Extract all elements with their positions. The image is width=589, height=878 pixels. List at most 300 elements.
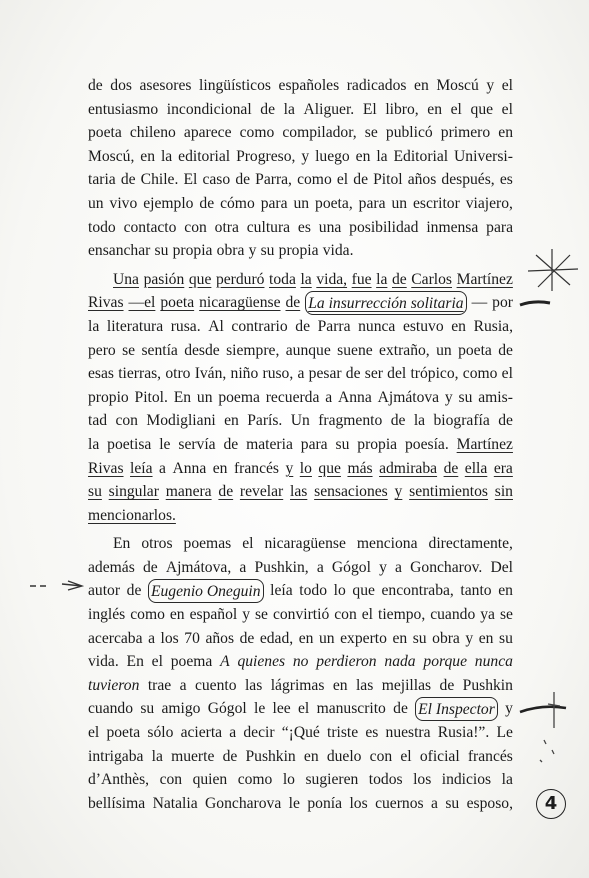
word: radicados: [346, 77, 407, 94]
word: duelo: [326, 747, 362, 765]
word: Chile.: [140, 171, 179, 189]
word: singular: [108, 483, 159, 501]
word: Al: [208, 317, 224, 335]
word: de: [439, 676, 455, 694]
word: primero: [440, 124, 491, 142]
word: el: [88, 724, 100, 742]
word: tad: [88, 412, 108, 430]
text-line: [88, 339, 513, 363]
word: obra: [432, 629, 460, 647]
word: su: [335, 435, 350, 453]
word: a: [297, 365, 305, 383]
word: como: [462, 365, 498, 383]
word: en: [212, 459, 228, 477]
word: el: [501, 100, 513, 118]
word: su: [458, 388, 473, 406]
margin-scribbles: [524, 690, 574, 770]
word: vida.: [88, 653, 119, 671]
text-line: [88, 457, 513, 481]
word: cultura: [246, 218, 291, 236]
word: el: [501, 77, 513, 94]
word: estuvo: [402, 317, 444, 335]
word: tierras,: [118, 365, 162, 383]
word: en: [298, 629, 314, 647]
word: de: [391, 270, 407, 288]
word: Pitol: [373, 171, 403, 189]
word: con: [334, 606, 357, 624]
word: aparece: [183, 124, 232, 142]
word: fue: [351, 270, 372, 288]
text-line: [88, 362, 513, 386]
word: poeta: [458, 341, 492, 359]
word: tiempo,: [378, 606, 426, 624]
word: lágrimas: [270, 676, 325, 694]
word: su: [140, 700, 155, 718]
word: de: [345, 365, 361, 383]
word: ejemplo: [143, 194, 194, 212]
word: muerte: [171, 747, 215, 765]
text-line: [88, 745, 513, 769]
word: editorial: [178, 147, 231, 165]
word: Rusia,: [473, 317, 513, 335]
word: Le: [496, 724, 513, 742]
word: todo: [299, 582, 328, 600]
word: escritor: [413, 194, 460, 212]
text-line: [88, 433, 513, 457]
word: poeta: [106, 724, 141, 742]
word: nada: [384, 653, 416, 671]
word: Gógol: [207, 700, 247, 718]
word: Moscú: [436, 77, 479, 94]
word: de: [223, 435, 239, 453]
text-line: [88, 627, 513, 651]
word: que: [352, 582, 375, 600]
word: le: [159, 435, 171, 453]
word: de: [498, 412, 513, 430]
word: esas: [88, 365, 114, 383]
word: de: [142, 558, 158, 576]
word: después,: [441, 171, 495, 189]
word: de: [239, 629, 255, 647]
word: convirtió: [272, 606, 330, 624]
word: Aliguer.: [303, 100, 355, 118]
word: Rivas: [88, 294, 124, 312]
word: español: [189, 606, 238, 624]
word: vida.: [322, 242, 354, 260]
word: nicaragüense: [199, 294, 281, 312]
word: quien: [192, 771, 228, 789]
word: la: [376, 270, 388, 288]
text-line: [88, 504, 513, 528]
word: sentía: [141, 341, 178, 359]
word: directamente,: [428, 535, 513, 553]
word: y: [444, 388, 453, 406]
word: francés: [233, 459, 279, 477]
word: esposo,: [466, 794, 513, 812]
word: años: [407, 171, 437, 189]
word: porque: [423, 653, 467, 671]
word: El: [362, 100, 377, 118]
text-line: [88, 792, 513, 816]
word: de: [285, 294, 301, 312]
word: de: [353, 171, 368, 189]
word: Goncharova: [205, 794, 282, 812]
word: otro: [165, 365, 191, 383]
word: autor: [88, 582, 121, 600]
word: Anna: [172, 459, 207, 477]
word: de: [120, 171, 136, 189]
word: obra: [216, 242, 245, 260]
word: La insurrección solitaria: [305, 291, 466, 315]
word: los: [160, 629, 179, 647]
text-line: [88, 168, 513, 192]
word: Natalia: [152, 794, 198, 812]
word: París.: [247, 412, 283, 430]
word: y: [465, 629, 474, 647]
word: la: [376, 147, 388, 165]
word: de: [199, 194, 215, 212]
word: su: [445, 794, 460, 812]
text-line: [88, 145, 513, 169]
word: —: [471, 294, 488, 312]
word: nunca: [474, 653, 513, 671]
word: poetisa: [107, 435, 152, 453]
word: con: [369, 747, 393, 765]
word: chileno: [129, 124, 176, 142]
word: y: [242, 606, 250, 624]
word: encontraba,: [381, 582, 454, 600]
word: la: [160, 147, 173, 165]
word: tuvieron: [88, 676, 140, 694]
word: Martínez: [456, 435, 513, 453]
word: sentimientos: [409, 483, 488, 501]
text-line: [88, 268, 513, 292]
word: Iván,: [194, 365, 227, 383]
word: con: [115, 412, 138, 430]
word: ya: [480, 606, 495, 624]
word: su: [499, 629, 513, 647]
word: en: [140, 147, 156, 165]
text-line: [88, 409, 513, 433]
word: Ajmátova: [377, 388, 440, 406]
word: el: [151, 653, 163, 671]
text-line: [88, 315, 513, 339]
word: Gógol: [331, 558, 371, 576]
word: en: [332, 676, 348, 694]
word: literatura: [106, 317, 164, 335]
word: cuernos: [375, 794, 424, 812]
word: perduró: [215, 270, 265, 288]
word: lee: [272, 700, 291, 718]
word: Parra,: [255, 171, 292, 189]
word: y: [394, 483, 403, 501]
word: de: [498, 341, 513, 359]
word: con: [159, 771, 183, 789]
word: la: [501, 771, 513, 789]
word: la: [88, 435, 100, 453]
word: además: [88, 558, 135, 576]
word: biografía: [433, 412, 490, 430]
word: compilador,: [282, 124, 357, 142]
word: d’Anthès,: [88, 771, 150, 789]
word: el: [336, 171, 349, 189]
word: Progreso,: [236, 147, 296, 165]
word: mencionarlos.: [88, 506, 176, 524]
word: incondicional: [166, 100, 252, 118]
word: desde: [184, 341, 220, 359]
word: Pushkin: [245, 747, 296, 765]
word: de: [235, 171, 251, 189]
word: siempre,: [226, 341, 280, 359]
word: trae: [147, 676, 172, 694]
word: manera: [165, 483, 212, 501]
text-line: [88, 650, 513, 674]
word: como: [130, 606, 165, 624]
word: el: [400, 747, 412, 765]
word: fragmento: [318, 412, 383, 430]
word: los: [413, 771, 432, 789]
word: trópico,: [410, 365, 459, 383]
word: para: [358, 194, 386, 212]
word: indicios: [441, 771, 492, 789]
word: oficial: [419, 747, 460, 765]
word: a: [229, 724, 237, 742]
word: que: [470, 100, 494, 118]
word: francés: [467, 747, 513, 765]
word: suene: [337, 341, 373, 359]
word: un: [436, 341, 452, 359]
word: bellísima: [88, 794, 146, 812]
word: a: [325, 388, 333, 406]
word: más: [347, 459, 373, 477]
word: de: [295, 317, 311, 335]
word: y: [486, 77, 495, 94]
word: Carlos: [411, 270, 452, 288]
word: lingüísticos: [199, 77, 271, 94]
word: revelar: [239, 483, 284, 501]
word: para: [260, 194, 288, 212]
word: con: [184, 218, 207, 236]
word: contrario: [231, 317, 288, 335]
word: en: [498, 582, 513, 600]
word: en: [478, 629, 494, 647]
word: ella: [464, 459, 488, 477]
word: Editorial: [393, 147, 449, 165]
word: vida,: [316, 270, 348, 288]
word: ponía: [307, 794, 343, 812]
word: ser: [364, 365, 383, 383]
word: a: [148, 629, 155, 647]
word: se: [364, 124, 378, 142]
word: Universi-: [454, 147, 513, 165]
word: de: [222, 747, 238, 765]
word: Parra: [317, 317, 351, 335]
word: la: [151, 747, 163, 765]
word: aunque: [285, 341, 331, 359]
word: todos: [368, 771, 403, 789]
word: materia: [246, 435, 293, 453]
word: Del: [490, 558, 513, 576]
word: sólo: [147, 724, 174, 742]
word: las: [355, 676, 374, 694]
word: taria: [88, 171, 116, 189]
word: tanto: [460, 582, 492, 600]
word: sugieren: [305, 771, 359, 789]
word: su: [88, 483, 102, 501]
text-line: [88, 98, 513, 122]
word: intrigaba: [88, 747, 144, 765]
word: el: [450, 100, 462, 118]
word: Pushkin: [462, 676, 513, 694]
word: propio: [88, 388, 129, 406]
word: se: [499, 606, 513, 624]
word: amigo: [161, 700, 201, 718]
word: sin: [494, 483, 513, 501]
word: la: [283, 100, 295, 118]
word: Una: [113, 270, 139, 288]
star-annotation: [520, 245, 584, 295]
word: ruso,: [262, 365, 294, 383]
word: en: [303, 747, 319, 765]
word: la: [88, 317, 100, 335]
word: Pushkin,: [254, 558, 309, 576]
word: los: [349, 794, 368, 812]
word: a: [316, 558, 324, 576]
word: era: [493, 459, 513, 477]
word: en: [355, 147, 371, 165]
word: y: [285, 459, 294, 477]
word: lo: [282, 771, 295, 789]
word: cuando: [430, 606, 476, 624]
word: una: [318, 218, 342, 236]
word: poeta,: [315, 194, 353, 212]
word: se: [122, 341, 136, 359]
word: recuerda: [265, 388, 320, 406]
word: a: [179, 676, 187, 694]
word: manuscrito: [316, 700, 386, 718]
word: menciona: [356, 535, 418, 553]
word: de: [88, 77, 103, 94]
word: leía: [130, 459, 153, 477]
word: libro,: [385, 100, 419, 118]
word: cuento: [194, 676, 237, 694]
word: le: [254, 700, 266, 718]
word: cómo: [220, 194, 255, 212]
word: como: [239, 124, 275, 142]
word: Rusia!”.: [437, 724, 490, 742]
word: acercaba: [88, 629, 143, 647]
word: En: [173, 388, 192, 406]
word: otros: [141, 535, 173, 553]
word: propia: [278, 242, 319, 260]
word: niño: [230, 365, 259, 383]
word: como: [297, 171, 332, 189]
word: viajero,: [465, 194, 513, 212]
word: vivo: [109, 194, 138, 212]
word: nuestra: [385, 724, 431, 742]
word: de: [393, 700, 408, 718]
word: poeta: [160, 294, 195, 312]
word: por: [492, 294, 513, 312]
word: Rivas: [88, 459, 124, 477]
word: el: [298, 700, 310, 718]
text-line: [88, 768, 513, 792]
word: cuando: [88, 700, 134, 718]
word: poemas: [183, 535, 232, 553]
word: en: [224, 412, 239, 430]
word: lo: [299, 459, 312, 477]
word: la: [300, 270, 312, 288]
word: en: [498, 124, 513, 142]
word: asesores: [139, 77, 192, 94]
word: en: [392, 629, 408, 647]
text-line: [88, 556, 513, 580]
word: propia: [357, 435, 398, 453]
word: poeta: [88, 124, 122, 142]
word: el: [361, 606, 374, 624]
word: poema: [170, 653, 213, 671]
word: mejillas: [381, 676, 432, 694]
word: inglés: [88, 606, 126, 624]
word: Moscú,: [88, 147, 135, 165]
word: toda: [269, 270, 296, 288]
word: en: [414, 77, 429, 94]
word: un: [319, 629, 335, 647]
word: y: [505, 700, 513, 718]
word: un: [196, 388, 213, 406]
word: posibilidad: [349, 218, 419, 236]
word: le: [288, 794, 300, 812]
word: dos: [110, 77, 132, 94]
word: es: [365, 724, 379, 742]
text-line: [88, 386, 513, 410]
word: edad,: [259, 629, 294, 647]
word: es: [499, 171, 513, 189]
word: decir: [243, 724, 275, 742]
word: extraño,: [379, 341, 430, 359]
word: Ajmátova,: [165, 558, 232, 576]
word: de: [390, 412, 406, 430]
word: las: [244, 676, 263, 694]
word: contacto: [123, 218, 177, 236]
word: leía: [270, 582, 293, 600]
word: ensanchar: [88, 242, 151, 260]
text-line: [88, 216, 513, 240]
text-line: [88, 74, 513, 98]
word: amis-: [478, 388, 513, 406]
word: de: [443, 459, 459, 477]
word: a: [159, 459, 166, 477]
word: un: [293, 194, 310, 212]
word: a: [395, 558, 402, 576]
word: publicó: [385, 124, 433, 142]
word: el: [501, 365, 513, 383]
word: rusa.: [170, 317, 201, 335]
text-line: [88, 192, 513, 216]
word: en: [169, 606, 185, 624]
word: otra: [214, 218, 239, 236]
word: las: [290, 483, 308, 501]
word: inmensa: [426, 218, 479, 236]
word: Goncharov.: [410, 558, 483, 576]
word: acierta: [180, 724, 223, 742]
word: “¡Qué: [281, 724, 320, 742]
text-line: [88, 721, 513, 745]
word: experto: [340, 629, 387, 647]
word: pesar: [308, 365, 342, 383]
word: su: [154, 242, 169, 260]
word: pero: [88, 341, 116, 359]
